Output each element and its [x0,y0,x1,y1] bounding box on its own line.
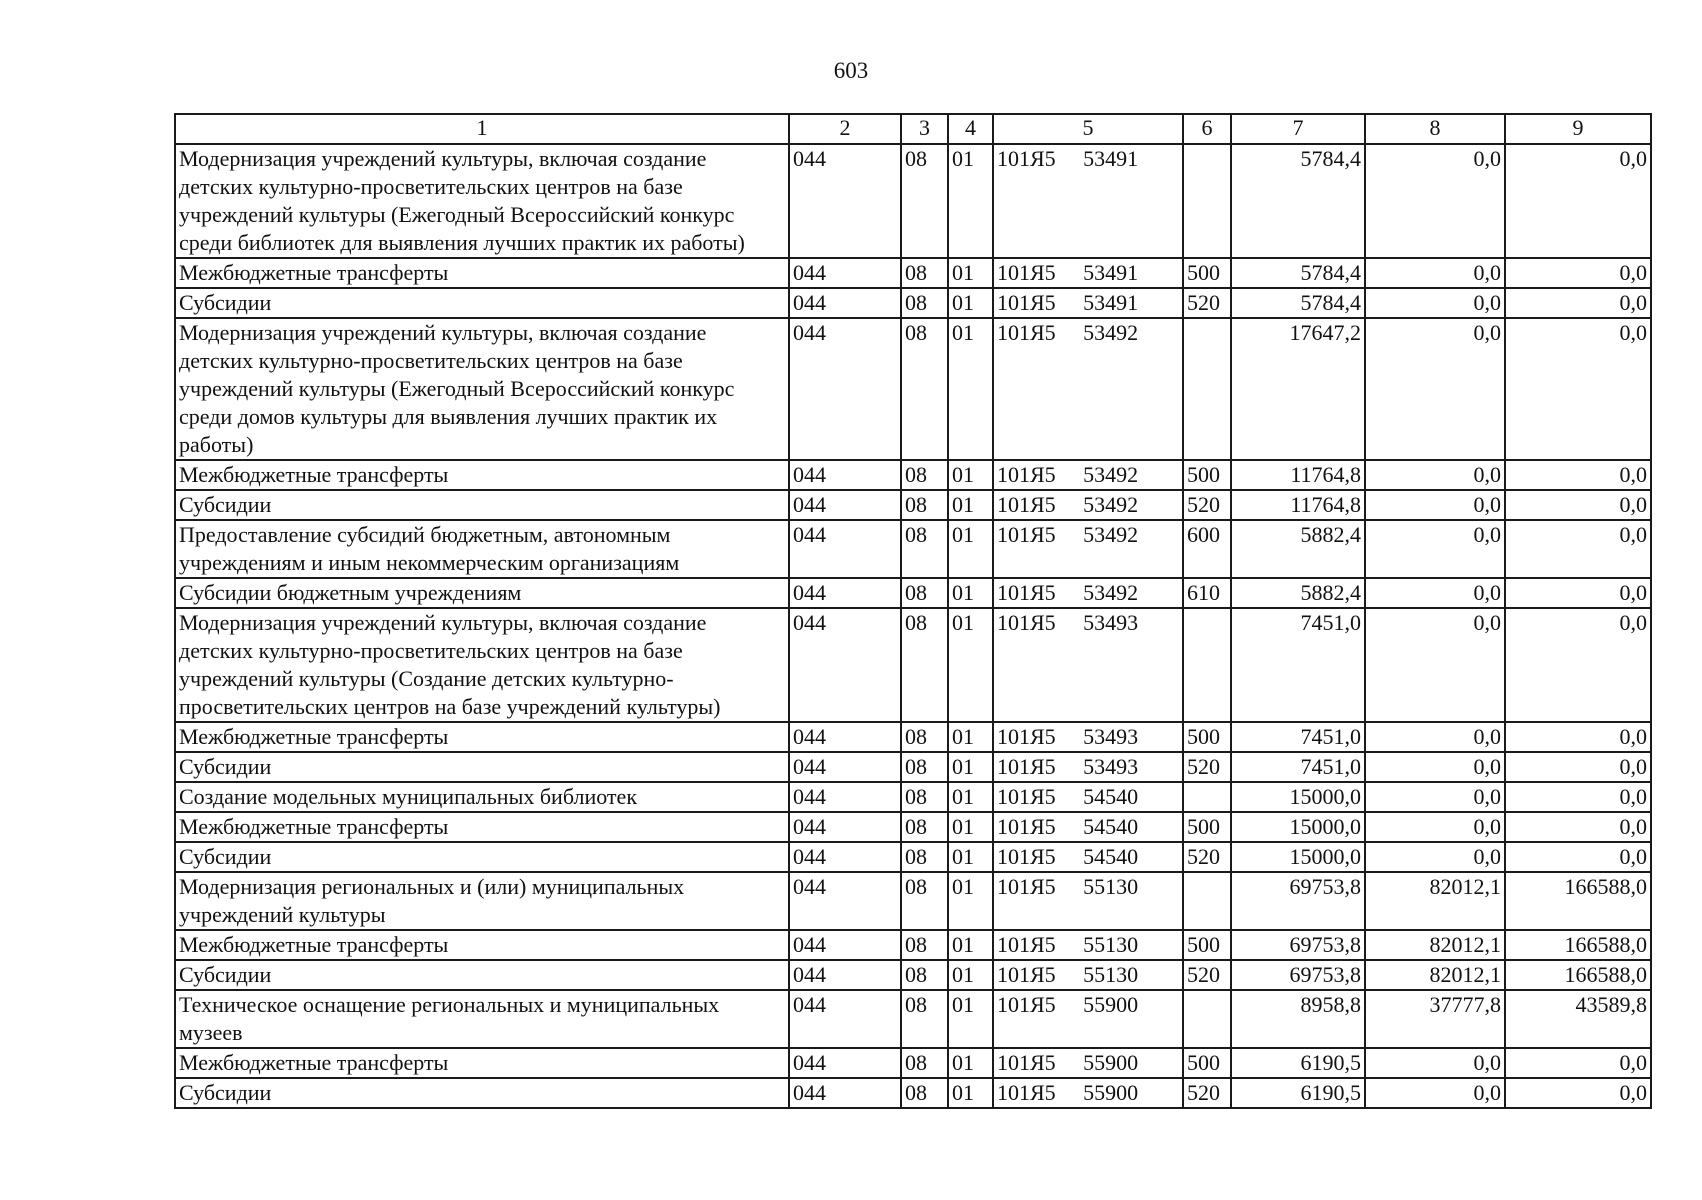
amount-col-8: 0,0 [1365,722,1505,752]
amount-col-9: 0,0 [1505,318,1651,460]
amount-col-9: 0,0 [1505,752,1651,782]
expense-type-code: 520 [1183,752,1231,782]
row-name: Субсидии [175,752,789,782]
target-article-code: 101Я5 53491 [993,258,1183,288]
table-row [175,1048,1651,1078]
admin-code: 044 [789,318,901,460]
target-article-code: 101Я5 53491 [993,288,1183,318]
target-article-code: 101Я5 53491 [993,144,1183,258]
section-code: 08 [901,1078,948,1108]
section-code: 08 [901,782,948,812]
table-row [175,960,1651,990]
subsection-code: 01 [948,288,993,318]
expense-type-code: 520 [1183,1078,1231,1108]
expense-type-code [1183,144,1231,258]
table-row [175,144,1651,258]
column-header: 7 [1231,114,1365,144]
target-article-code: 101Я5 55130 [993,872,1183,930]
amount-col-9: 166588,0 [1505,872,1651,930]
amount-col-7: 11764,8 [1231,460,1365,490]
row-name: Субсидии [175,490,789,520]
subsection-code: 01 [948,1048,993,1078]
amount-col-9: 0,0 [1505,782,1651,812]
target-article-code: 101Я5 53493 [993,722,1183,752]
table-row [175,782,1651,812]
admin-code: 044 [789,752,901,782]
expense-type-code: 500 [1183,258,1231,288]
amount-col-7: 69753,8 [1231,872,1365,930]
row-name: Субсидии [175,960,789,990]
table-row [175,930,1651,960]
admin-code: 044 [789,990,901,1048]
target-article-code: 101Я5 53492 [993,578,1183,608]
expense-type-code: 500 [1183,1048,1231,1078]
amount-col-8: 0,0 [1365,782,1505,812]
admin-code: 044 [789,782,901,812]
subsection-code: 01 [948,872,993,930]
table-row [175,318,1651,460]
amount-col-8: 0,0 [1365,608,1505,722]
target-article-code: 101Я5 54540 [993,842,1183,872]
amount-col-9: 0,0 [1505,288,1651,318]
subsection-code: 01 [948,1078,993,1108]
section-code: 08 [901,930,948,960]
section-code: 08 [901,812,948,842]
table-row [175,812,1651,842]
subsection-code: 01 [948,520,993,578]
amount-col-7: 15000,0 [1231,842,1365,872]
expense-type-code: 610 [1183,578,1231,608]
row-name: Модернизация региональных и (или) муниципальных учреждений культуры [175,872,789,930]
table-body [175,144,1651,1108]
admin-code: 044 [789,258,901,288]
amount-col-8: 0,0 [1365,318,1505,460]
amount-col-8: 82012,1 [1365,960,1505,990]
amount-col-9: 0,0 [1505,578,1651,608]
admin-code: 044 [789,930,901,960]
subsection-code: 01 [948,812,993,842]
expense-type-code [1183,608,1231,722]
amount-col-8: 0,0 [1365,144,1505,258]
target-article-code: 101Я5 53492 [993,520,1183,578]
subsection-code: 01 [948,722,993,752]
subsection-code: 01 [948,460,993,490]
row-name: Модернизация учреждений культуры, включая создание детских культурно-просветительских центров на базе учреждений культуры (Создание детских культурно-просветительских центров на базе учреждений культуры) [175,608,789,722]
header-row [175,114,1651,144]
target-article-code: 101Я5 53492 [993,318,1183,460]
amount-col-9: 0,0 [1505,1078,1651,1108]
expense-type-code [1183,782,1231,812]
amount-col-8: 0,0 [1365,258,1505,288]
admin-code: 044 [789,960,901,990]
amount-col-8: 82012,1 [1365,872,1505,930]
expense-type-code: 520 [1183,490,1231,520]
row-name: Техническое оснащение региональных и муниципальных музеев [175,990,789,1048]
amount-col-7: 6190,5 [1231,1048,1365,1078]
column-header: 1 [175,114,789,144]
amount-col-7: 17647,2 [1231,318,1365,460]
target-article-code: 101Я5 54540 [993,782,1183,812]
table-row [175,990,1651,1048]
expense-type-code: 520 [1183,842,1231,872]
amount-col-8: 0,0 [1365,520,1505,578]
table-row [175,1078,1651,1108]
section-code: 08 [901,318,948,460]
table-row [175,258,1651,288]
amount-col-7: 5784,4 [1231,144,1365,258]
row-name: Субсидии [175,842,789,872]
table-row [175,490,1651,520]
subsection-code: 01 [948,752,993,782]
target-article-code: 101Я5 53493 [993,752,1183,782]
subsection-code: 01 [948,782,993,812]
admin-code: 044 [789,608,901,722]
column-header: 9 [1505,114,1651,144]
amount-col-7: 7451,0 [1231,722,1365,752]
row-name: Модернизация учреждений культуры, включая создание детских культурно-просветительских центров на базе учреждений культуры (Ежегодный Всероссийский конкурс среди домов культуры для выявления лучших практик их работы) [175,318,789,460]
target-article-code: 101Я5 54540 [993,812,1183,842]
amount-col-7: 5882,4 [1231,578,1365,608]
row-name: Межбюджетные трансферты [175,460,789,490]
section-code: 08 [901,1048,948,1078]
admin-code: 044 [789,812,901,842]
target-article-code: 101Я5 53492 [993,460,1183,490]
subsection-code: 01 [948,258,993,288]
amount-col-7: 7451,0 [1231,752,1365,782]
subsection-code: 01 [948,578,993,608]
amount-col-7: 5882,4 [1231,520,1365,578]
target-article-code: 101Я5 55900 [993,1048,1183,1078]
row-name: Субсидии [175,288,789,318]
table-row [175,752,1651,782]
row-name: Субсидии бюджетным учреждениям [175,578,789,608]
row-name: Предоставление субсидий бюджетным, автономным учреждениям и иным некоммерческим организациям [175,520,789,578]
expense-type-code [1183,872,1231,930]
table-row [175,520,1651,578]
amount-col-9: 166588,0 [1505,960,1651,990]
subsection-code: 01 [948,930,993,960]
amount-col-8: 82012,1 [1365,930,1505,960]
subsection-code: 01 [948,842,993,872]
admin-code: 044 [789,842,901,872]
target-article-code: 101Я5 55900 [993,1078,1183,1108]
expense-type-code [1183,990,1231,1048]
section-code: 08 [901,722,948,752]
expense-type-code: 500 [1183,930,1231,960]
target-article-code: 101Я5 55900 [993,990,1183,1048]
section-code: 08 [901,608,948,722]
section-code: 08 [901,960,948,990]
amount-col-9: 0,0 [1505,490,1651,520]
budget-table [174,113,1652,1109]
row-name: Модернизация учреждений культуры, включая создание детских культурно-просветительских центров на базе учреждений культуры (Ежегодный Всероссийский конкурс среди библиотек для выявления лучших практик их работы) [175,144,789,258]
amount-col-9: 0,0 [1505,144,1651,258]
admin-code: 044 [789,1048,901,1078]
target-article-code: 101Я5 55130 [993,930,1183,960]
column-header: 8 [1365,114,1505,144]
row-name: Субсидии [175,1078,789,1108]
amount-col-7: 69753,8 [1231,930,1365,960]
table-row [175,578,1651,608]
subsection-code: 01 [948,990,993,1048]
row-name: Межбюджетные трансферты [175,1048,789,1078]
amount-col-8: 0,0 [1365,812,1505,842]
amount-col-9: 0,0 [1505,460,1651,490]
admin-code: 044 [789,460,901,490]
amount-col-7: 69753,8 [1231,960,1365,990]
page-number: 603 [833,58,869,83]
table-row [175,288,1651,318]
section-code: 08 [901,872,948,930]
table-row [175,608,1651,722]
row-name: Создание модельных муниципальных библиотек [175,782,789,812]
row-name: Межбюджетные трансферты [175,258,789,288]
amount-col-9: 166588,0 [1505,930,1651,960]
amount-col-8: 0,0 [1365,460,1505,490]
amount-col-7: 5784,4 [1231,288,1365,318]
amount-col-9: 0,0 [1505,842,1651,872]
expense-type-code: 500 [1183,460,1231,490]
amount-col-9: 0,0 [1505,1048,1651,1078]
section-code: 08 [901,490,948,520]
subsection-code: 01 [948,144,993,258]
expense-type-code: 520 [1183,288,1231,318]
amount-col-8: 0,0 [1365,842,1505,872]
amount-col-8: 0,0 [1365,288,1505,318]
section-code: 08 [901,460,948,490]
amount-col-7: 15000,0 [1231,782,1365,812]
row-name: Межбюджетные трансферты [175,930,789,960]
amount-col-9: 0,0 [1505,812,1651,842]
section-code: 08 [901,144,948,258]
section-code: 08 [901,990,948,1048]
target-article-code: 101Я5 55130 [993,960,1183,990]
section-code: 08 [901,520,948,578]
admin-code: 044 [789,490,901,520]
amount-col-8: 0,0 [1365,490,1505,520]
amount-col-9: 0,0 [1505,722,1651,752]
section-code: 08 [901,258,948,288]
subsection-code: 01 [948,318,993,460]
row-name: Межбюджетные трансферты [175,812,789,842]
table-row [175,722,1651,752]
section-code: 08 [901,842,948,872]
section-code: 08 [901,288,948,318]
table-row [175,872,1651,930]
column-header: 2 [789,114,901,144]
admin-code: 044 [789,722,901,752]
target-article-code: 101Я5 53492 [993,490,1183,520]
subsection-code: 01 [948,960,993,990]
expense-type-code: 520 [1183,960,1231,990]
column-header: 5 [993,114,1183,144]
admin-code: 044 [789,1078,901,1108]
section-code: 08 [901,578,948,608]
column-header: 4 [948,114,993,144]
amount-col-9: 0,0 [1505,520,1651,578]
amount-col-9: 43589,8 [1505,990,1651,1048]
subsection-code: 01 [948,490,993,520]
table-row [175,842,1651,872]
admin-code: 044 [789,520,901,578]
column-header: 6 [1183,114,1231,144]
column-header: 3 [901,114,948,144]
amount-col-7: 5784,4 [1231,258,1365,288]
target-article-code: 101Я5 53493 [993,608,1183,722]
amount-col-9: 0,0 [1505,258,1651,288]
amount-col-8: 0,0 [1365,578,1505,608]
amount-col-7: 8958,8 [1231,990,1365,1048]
admin-code: 044 [789,578,901,608]
expense-type-code: 600 [1183,520,1231,578]
amount-col-7: 6190,5 [1231,1078,1365,1108]
amount-col-8: 37777,8 [1365,990,1505,1048]
section-code: 08 [901,752,948,782]
expense-type-code: 500 [1183,722,1231,752]
amount-col-7: 11764,8 [1231,490,1365,520]
admin-code: 044 [789,144,901,258]
admin-code: 044 [789,872,901,930]
amount-col-9: 0,0 [1505,608,1651,722]
amount-col-7: 15000,0 [1231,812,1365,842]
amount-col-8: 0,0 [1365,1048,1505,1078]
table-row [175,460,1651,490]
subsection-code: 01 [948,608,993,722]
expense-type-code [1183,318,1231,460]
amount-col-7: 7451,0 [1231,608,1365,722]
expense-type-code: 500 [1183,812,1231,842]
amount-col-8: 0,0 [1365,1078,1505,1108]
amount-col-8: 0,0 [1365,752,1505,782]
admin-code: 044 [789,288,901,318]
row-name: Межбюджетные трансферты [175,722,789,752]
